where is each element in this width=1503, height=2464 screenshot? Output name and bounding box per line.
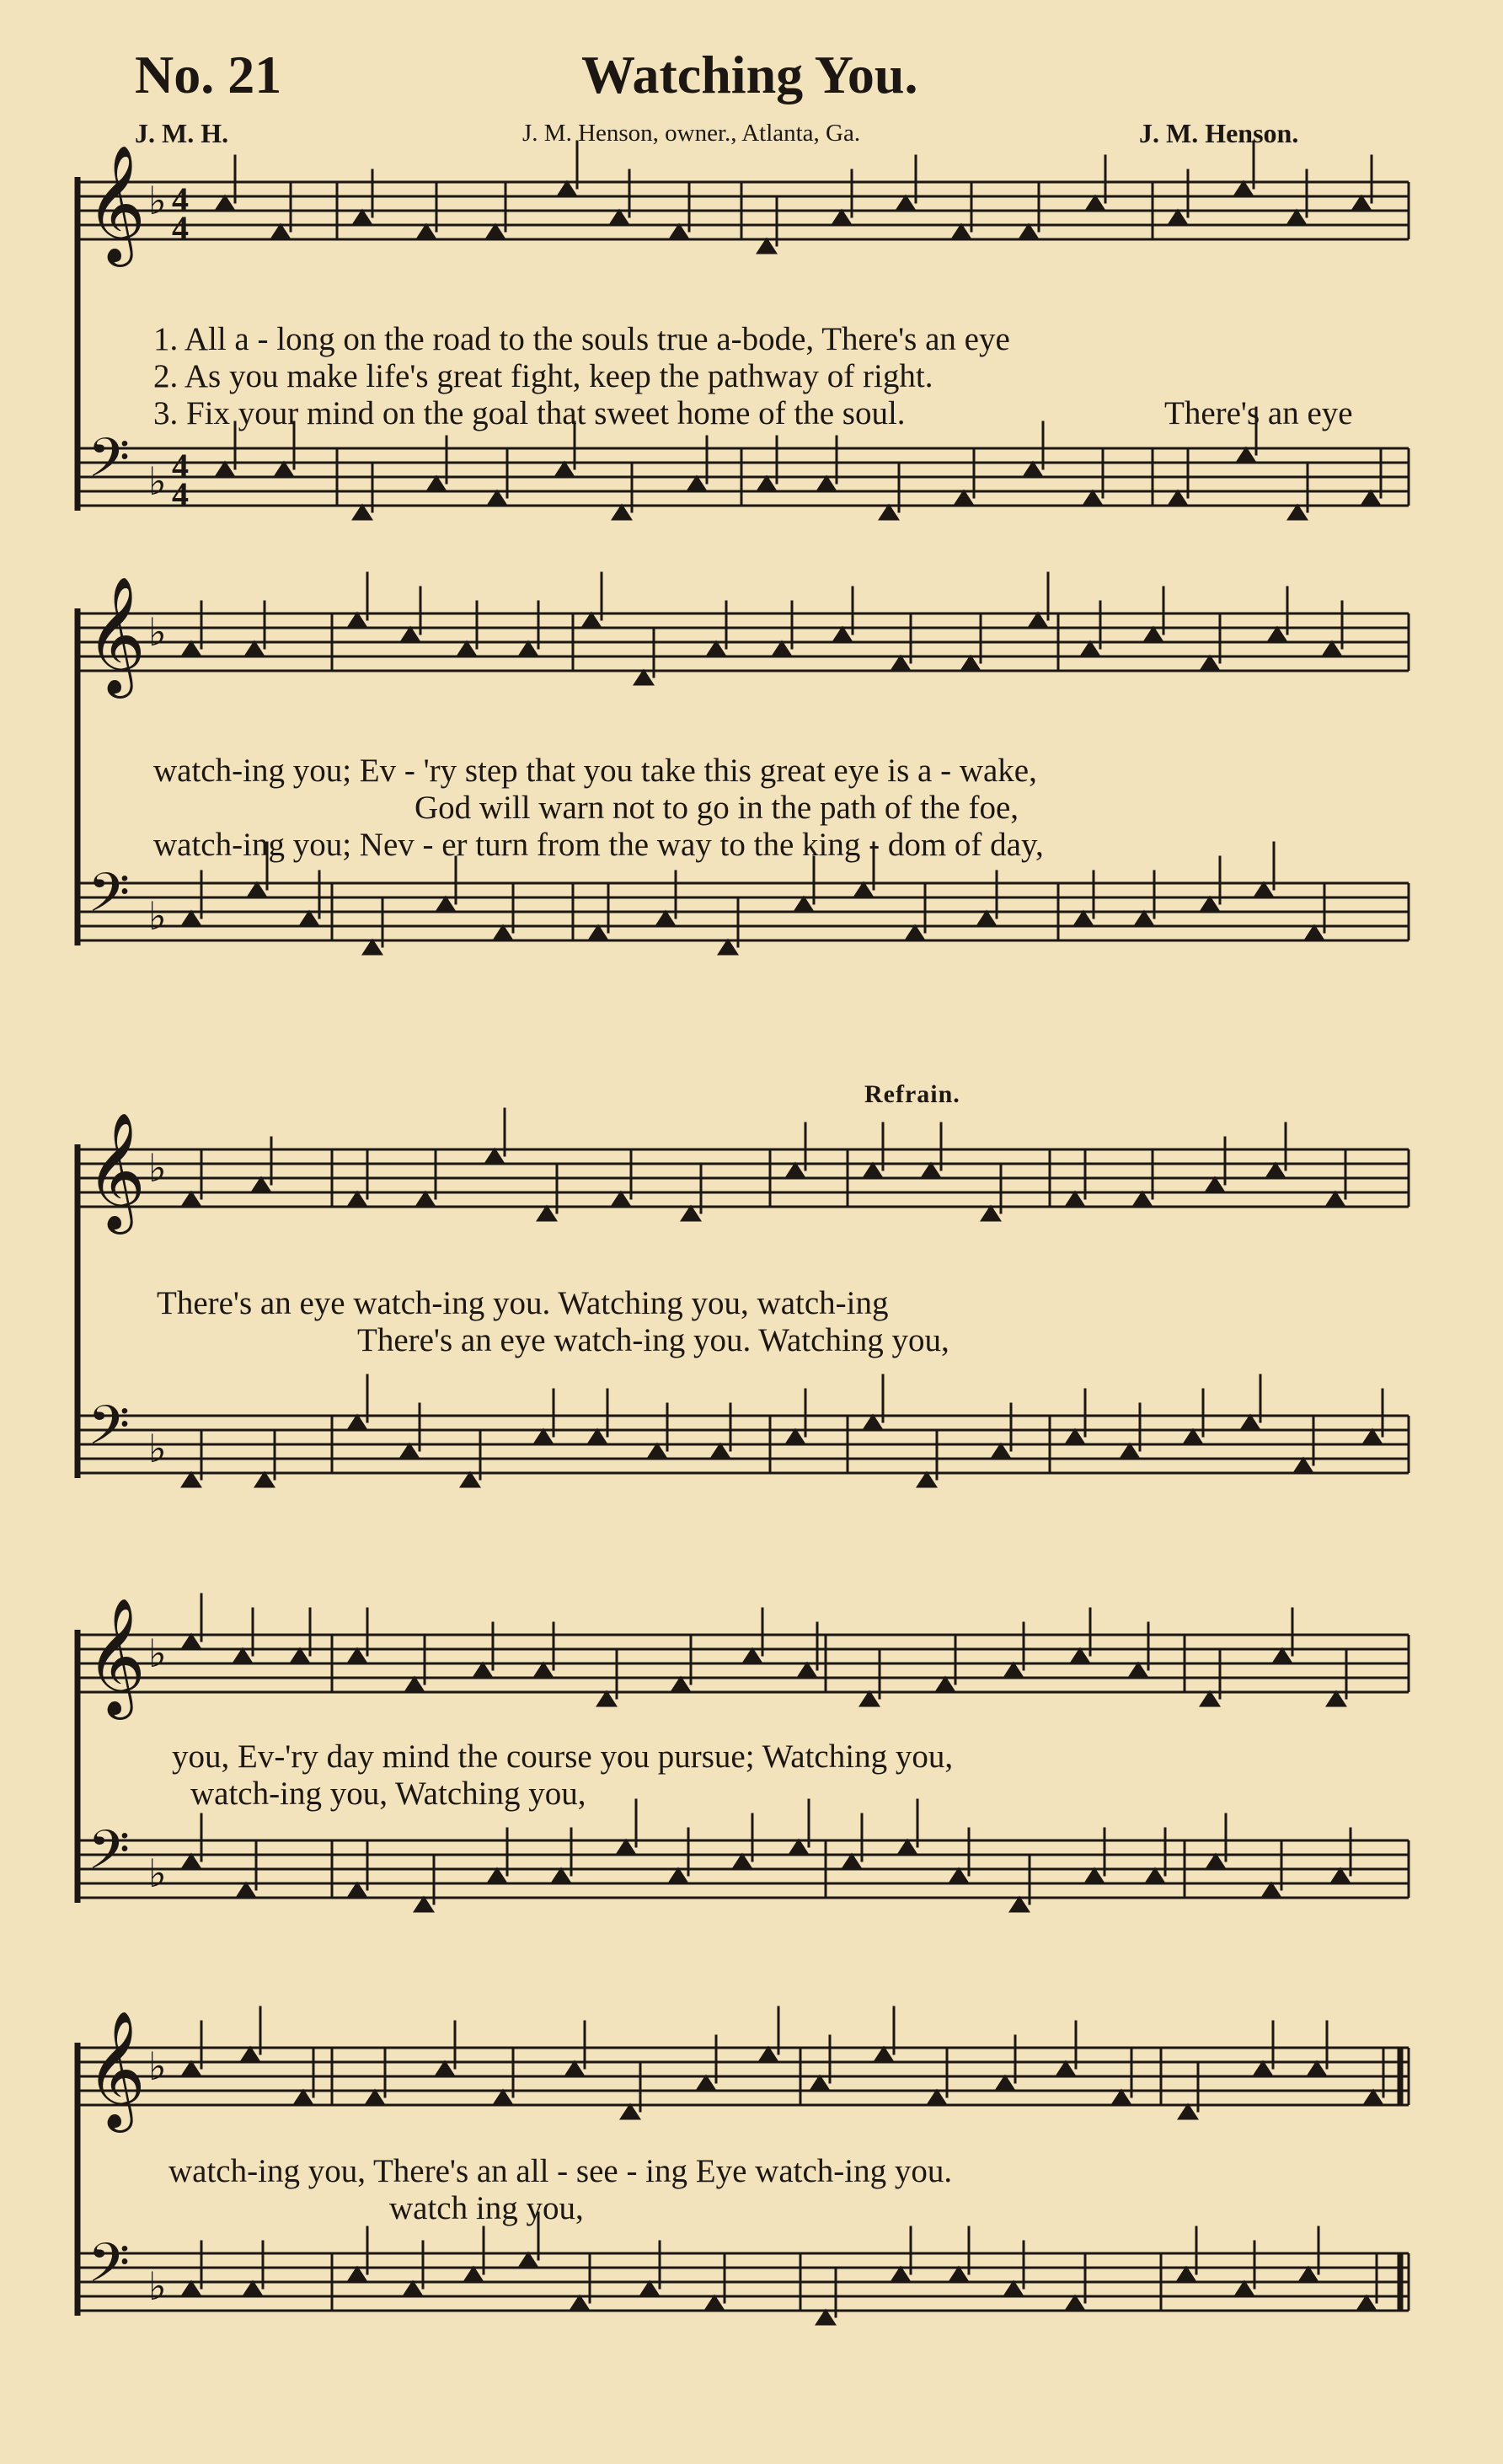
flat-sign-icon: ♭ xyxy=(148,2044,167,2089)
lyric-refrain-line-2-lower: watch-ing you, Watching you, xyxy=(190,1776,586,1812)
lyric-refrain-line-1-upper: There's an eye watch-ing you. Watching you, watch-ing xyxy=(157,1285,889,1321)
composer-name: J. M. Henson. xyxy=(1139,118,1299,148)
flat-sign-icon: ♭ xyxy=(148,178,167,223)
treble-clef-icon: 𝄞 xyxy=(86,2011,146,2128)
time-signature-denominator: 4 xyxy=(172,209,189,247)
flat-sign-icon: ♭ xyxy=(148,609,167,655)
flat-sign-icon: ♭ xyxy=(148,2263,167,2309)
lyric-verse-1-line-2: watch-ing you; Ev - 'ry step that you take this great eye is a - wake, xyxy=(153,753,1037,789)
lyric-verse-2-line-2: God will warn not to go in the path of the foe, xyxy=(415,790,1019,826)
hymn-number: No. 21 xyxy=(135,45,282,104)
time-signature-numerator: 4 xyxy=(172,447,189,485)
flat-sign-icon: ♭ xyxy=(148,893,167,939)
flat-sign-icon: ♭ xyxy=(148,458,167,504)
lyric-verse-3-line-2: watch-ing you; Nev - er turn from the way to the king - dom of day, xyxy=(153,827,1044,863)
flat-sign-icon: ♭ xyxy=(148,1631,167,1676)
refrain-label: Refrain. xyxy=(864,1080,960,1108)
lyric-refrain-line-1-lower: There's an eye watch-ing you. Watching you, xyxy=(357,1322,949,1358)
lyric-verse-3-line-1-end: There's an eye xyxy=(1164,395,1353,431)
lyric-verse-2-line-1: 2. As you make life's great fight, keep the pathway of right. xyxy=(153,358,933,394)
copyright-notice: J. M. Henson, owner., Atlanta, Ga. xyxy=(522,120,861,147)
bass-clef-icon: 𝄢 xyxy=(88,427,131,503)
treble-clef-icon: 𝄞 xyxy=(86,576,146,694)
time-signature-numerator: 4 xyxy=(172,180,189,218)
flat-sign-icon: ♭ xyxy=(148,1145,167,1191)
lyric-verse-3-line-1: 3. Fix your mind on the goal that sweet home of the soul. xyxy=(153,395,906,431)
time-signature-denominator: 4 xyxy=(172,475,189,513)
treble-clef-icon: 𝄞 xyxy=(86,1112,146,1229)
hymn-title: Watching You. xyxy=(581,45,918,104)
treble-clef-icon: 𝄞 xyxy=(86,145,146,262)
author-initials: J. M. H. xyxy=(135,118,229,148)
flat-sign-icon: ♭ xyxy=(148,1426,167,1471)
bass-clef-icon: 𝄢 xyxy=(88,1395,131,1470)
lyric-refrain-line-3-lower: watch ing you, xyxy=(389,2190,584,2226)
bass-clef-icon: 𝄢 xyxy=(88,1819,131,1895)
lyric-verse-1-line-1: 1. All a - long on the road to the souls true a-bode, There's an eye xyxy=(153,321,1010,357)
bass-clef-icon: 𝄢 xyxy=(88,2232,131,2308)
lyric-refrain-line-3-upper: watch-ing you, There's an all - see - ing Eye watch-ing you. xyxy=(168,2153,953,2189)
lyric-refrain-line-2-upper: you, Ev-'ry day mind the course you pursue; Watching you, xyxy=(172,1738,954,1775)
treble-clef-icon: 𝄞 xyxy=(86,1598,146,1715)
flat-sign-icon: ♭ xyxy=(148,1851,167,1896)
bass-clef-icon: 𝄢 xyxy=(88,862,131,938)
